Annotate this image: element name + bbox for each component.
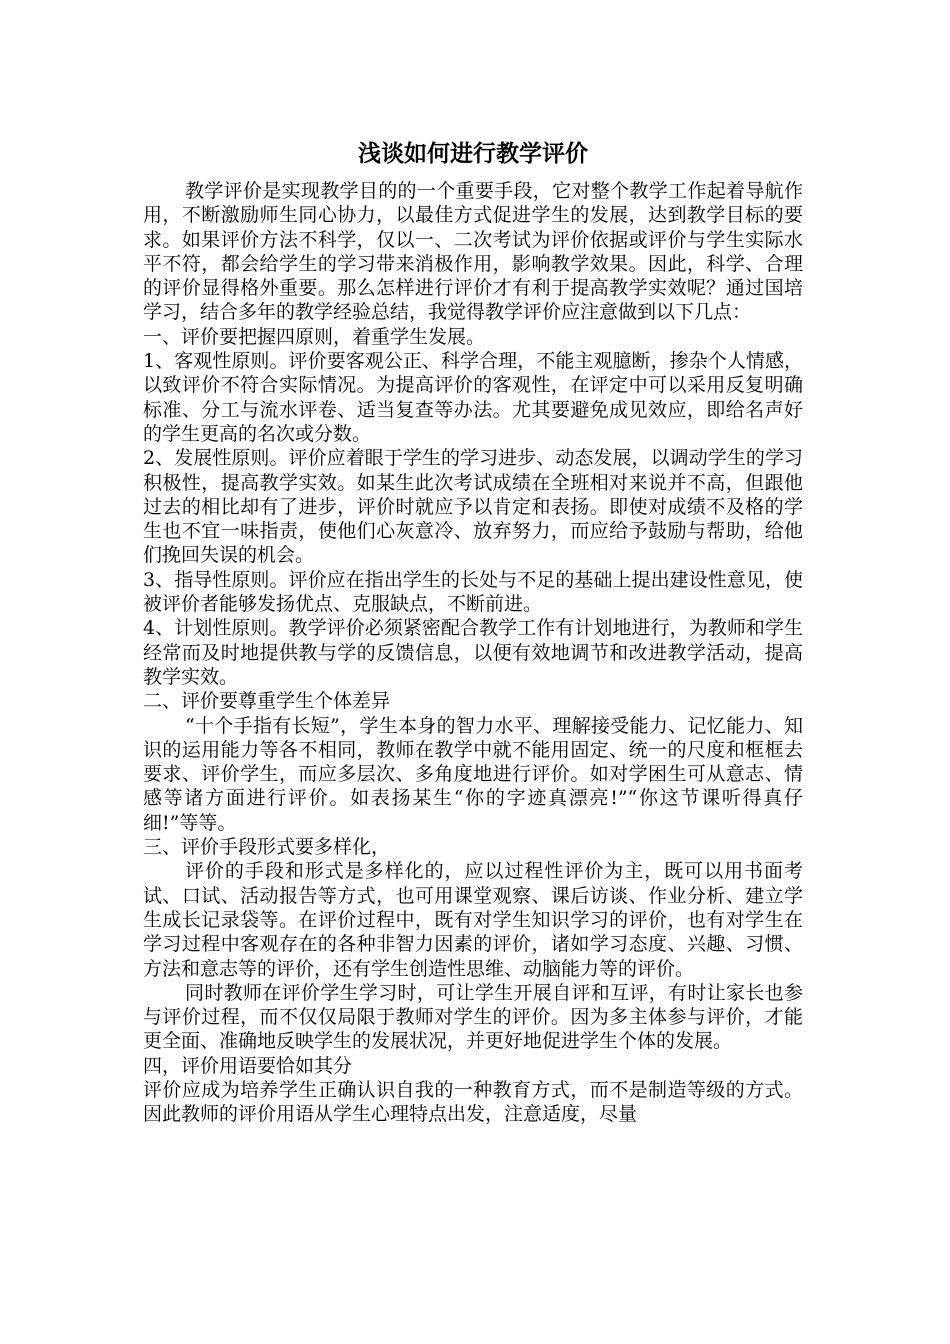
section-heading-4: 四，评价用语要恰如其分 [143,1054,353,1077]
principle-planning: 4、计划性原则。教学评价必须紧密配合教学工作有计划地进行，为教师和学生经常而及时地提供教与学的反馈信息，以便有效地调节和改进教学活动，提高教学实效。 [143,617,803,688]
document-title: 浅谈如何进行教学评价 [358,140,588,167]
document-body [143,139,803,1127]
intro-paragraph: 教学评价是实现教学目的的一个重要手段，它对整个教学工作起着导航作用，不断激励师生同心协力，以最佳方式促进学生的发展，达到教学目标的要求。如果评价方法不科学，仅以一、二次考试为评价依据或评价与学生实际水平不符，都会给学生的学习带来消极作用，影响教学效果。因此，科学、合理的评价显得格外重要。那么怎样进行评价才有利于提高教学实效呢？通过国培学习，结合多年的教学经验总结，我觉得教学评价应注意做到以下几点： [143,180,803,324]
section-3-paragraph-1: 评价的手段和形式是多样化的，应以过程性评价为主，既可以用书面考试、口试、活动报告等方式，也可用课堂观察、课后访谈、作业分析、建立学生成长记录袋等。在评价过程中，既有对学生知识学习的评价，也有对学生在学习过程中客观存在的各种非智力因素的评价，诸如学习态度、兴趣、习惯、方法和意志等的评价，还有学生创造性思维、动脑能力等的评价。 [143,860,803,980]
section-2-paragraph: “十个手指有长短”，学生本身的智力水平、理解接受能力、记忆能力、知识的运用能力等各不相同，教师在教学中就不能用固定、统一的尺度和框框去要求、评价学生，而应多层次、多角度地进行评价。如对学困生可从意志、情感等诸方面进行评价。如表扬某生“你的字迹真漂亮!”“你这节课听得真仔细!”等等。 [143,714,803,834]
principle-objectivity: 1、客观性原则。评价要客观公正、科学合理，不能主观臆断，掺杂个人情感，以致评价不符合实际情况。为提高评价的客观性，在评定中可以采用反复明确标准、分工与流水评卷、适当复查等办法。尤其要避免成见效应，即给名声好的学生更高的名次或分数。 [143,350,803,445]
section-heading-2: 二、评价要尊重学生个体差异 [143,690,391,713]
principle-development: 2、发展性原则。评价应着眼于学生的学习进步、动态发展，以调动学生的学习积极性，提高教学实效。如某生此次考试成绩在全班相对来说并不高，但跟他过去的相比却有了进步，评价时就应予以肯定和表扬。即使对成绩不及格的学生也不宜一味指责，使他们心灰意冷、放弃努力，而应给予鼓励与帮助，给他们挽回失误的机会。 [143,447,803,567]
section-3-paragraph-2: 同时教师在评价学生学习时，可让学生开展自评和互评，有时让家长也参与评价过程，而不仅仅局限于教师对学生的评价。因为多主体参与评价，才能更全面、准确地反映学生的发展状况，并更好地促进学生个体的发展。 [143,981,803,1053]
section-heading-1: 一、评价要把握四原则，着重学生发展。 [143,325,486,348]
principle-guidance: 3、指导性原则。评价应在指出学生的长处与不足的基础上提出建设性意见，使被评价者能够发扬优点、克服缺点，不断前进。 [143,568,803,616]
section-4-paragraph: 评价应成为培养学生正确认识自我的一种教育方式，而不是制造等级的方式。因此教师的评价用语从学生心理特点出发，注意适度，尽量 [143,1078,803,1126]
section-heading-3: 三、评价手段形式要多样化， [143,836,391,859]
